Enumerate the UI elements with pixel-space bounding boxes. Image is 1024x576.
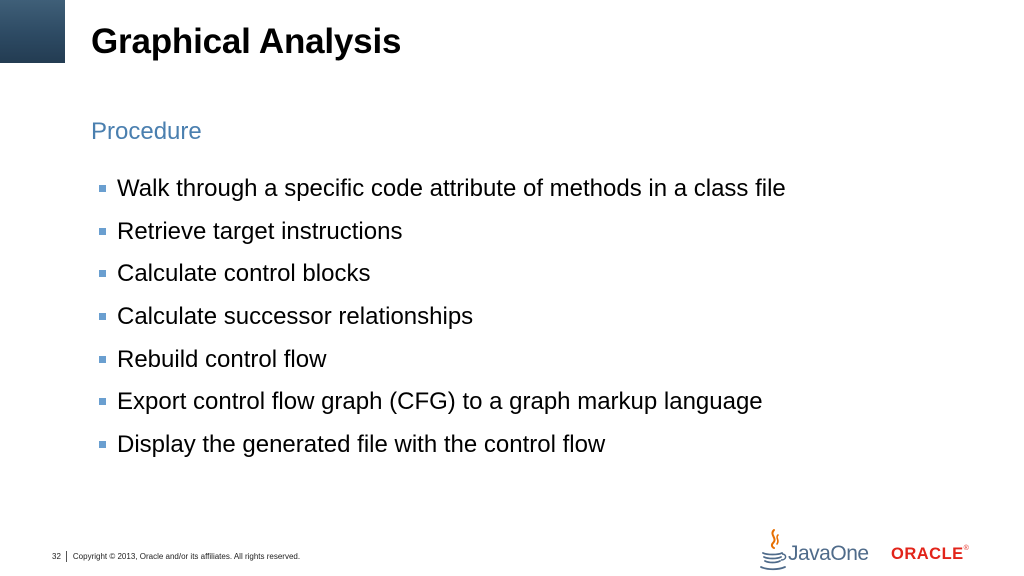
bullet-item [99,341,786,384]
bullet-item [99,426,786,469]
square-bullet-icon [99,270,106,277]
bullet-item [99,383,786,426]
corner-accent-block [0,0,65,63]
java-cup-icon [758,527,788,573]
square-bullet-icon [99,398,106,405]
footer-divider [66,551,67,562]
registered-mark: ® [963,545,970,552]
bullet-text: Display the generated file with the control flow [117,431,606,459]
slide-subtitle: Procedure [91,118,202,145]
bullet-item [99,298,786,341]
bullet-text: Retrieve target instructions [117,217,403,245]
copyright-text: Copyright © 2013, Oracle and/or its affiliates. All rights reserved. [72,552,301,561]
oracle-logo [891,545,969,564]
bullet-text: Rebuild control flow [117,345,327,373]
bullet-item [99,255,786,298]
bullet-text: Walk through a specific code attribute of methods in a class file [117,175,786,202]
page-number: 32 [52,552,61,561]
bullet-text: Calculate successor relationships [117,303,474,331]
square-bullet-icon [99,185,106,192]
slide-title: Graphical Analysis [91,22,402,61]
bullet-item [99,213,786,256]
bullet-text: Export control flow graph (CFG) to a graph markup language [117,388,763,416]
square-bullet-icon [99,356,106,363]
square-bullet-icon [99,228,106,235]
javaone-wordmark: JavaOne [788,542,869,565]
bullet-item [99,170,786,213]
oracle-wordmark: ORACLE [891,545,964,563]
javaone-logo [758,527,878,573]
bullet-list [99,170,786,469]
bullet-text: Calculate control blocks [117,260,371,288]
square-bullet-icon [99,313,106,320]
slide-footer [52,551,300,562]
square-bullet-icon [99,441,106,448]
